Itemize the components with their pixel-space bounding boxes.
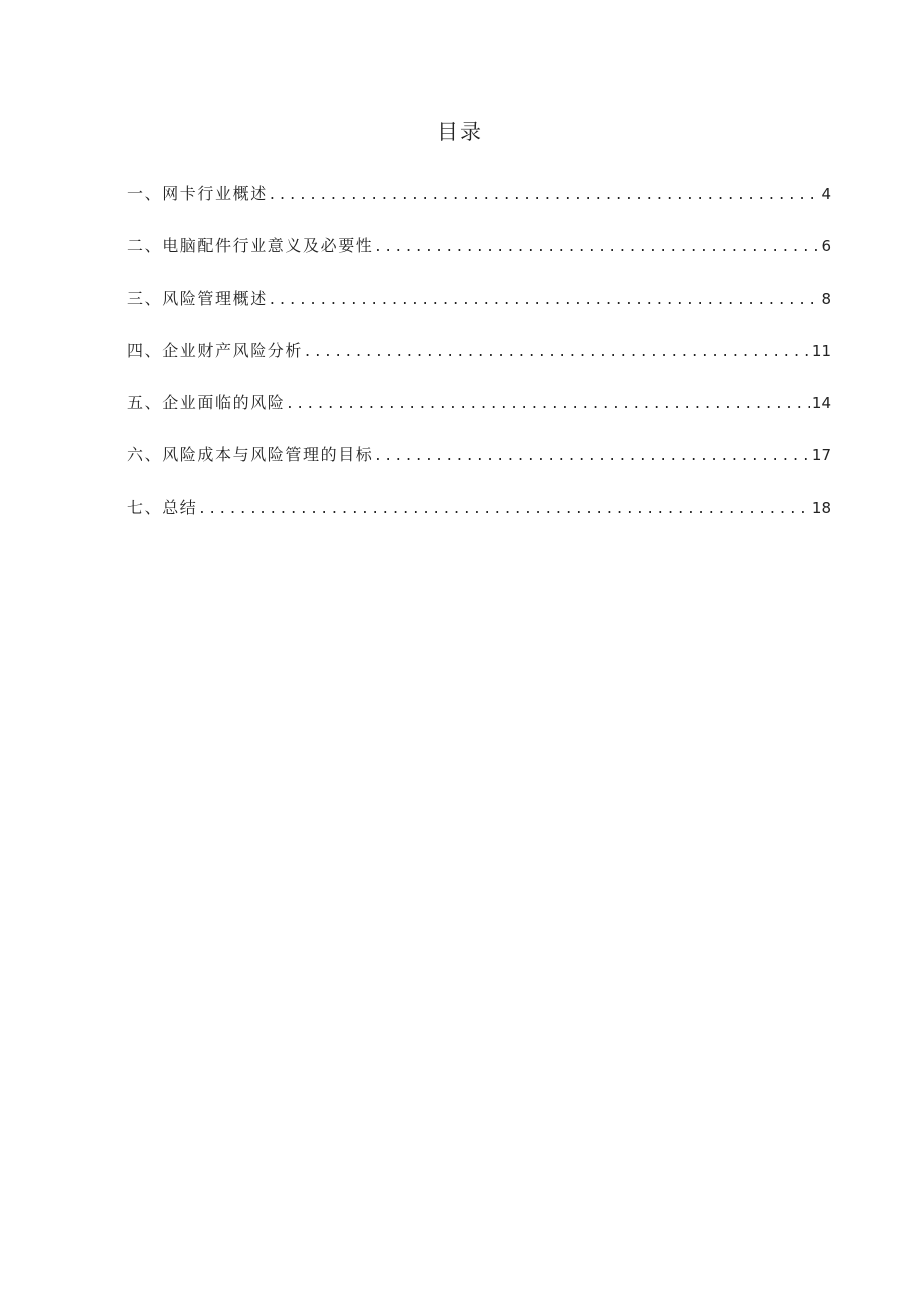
toc-dot-leader	[199, 494, 810, 522]
toc-entry-label: 三、风险管理概述	[127, 288, 268, 308]
toc-entry[interactable]	[127, 337, 831, 389]
toc-dot-leader	[305, 337, 810, 365]
toc-entry[interactable]	[127, 285, 831, 337]
toc-dot-leader	[287, 389, 810, 417]
toc-dot-leader	[375, 441, 810, 469]
toc-entry-page-number: 6	[821, 237, 831, 256]
toc-entry-page-number: 14	[811, 394, 831, 413]
toc-entry-page-number: 18	[811, 498, 831, 517]
toc-entry-label: 一、网卡行业概述	[127, 184, 268, 203]
toc-entry[interactable]	[127, 180, 831, 232]
toc-entry-label: 二、电脑配件行业意义及必要性	[127, 236, 374, 256]
toc-entry-label: 四、企业财产风险分析	[127, 340, 304, 360]
toc-entry[interactable]	[127, 232, 831, 284]
toc-dot-leader	[375, 232, 819, 260]
toc-title: 目录	[437, 120, 483, 144]
toc-entry-label: 六、风险成本与风险管理的目标	[127, 445, 374, 465]
toc-entry-page-number: 4	[821, 185, 831, 203]
toc-entry-page-number: 11	[811, 341, 831, 360]
toc-entry[interactable]	[127, 389, 831, 441]
toc-entry-label: 七、总结	[127, 497, 198, 517]
toc-entry-label: 五、企业面临的风险	[127, 393, 286, 413]
toc-dot-leader	[270, 180, 820, 208]
toc-entry[interactable]	[127, 494, 831, 546]
toc-dot-leader	[270, 285, 820, 313]
toc-entry-page-number: 17	[811, 446, 831, 465]
toc-entry[interactable]	[127, 441, 831, 493]
table-of-contents	[127, 180, 831, 546]
toc-entry-page-number: 8	[821, 289, 831, 308]
